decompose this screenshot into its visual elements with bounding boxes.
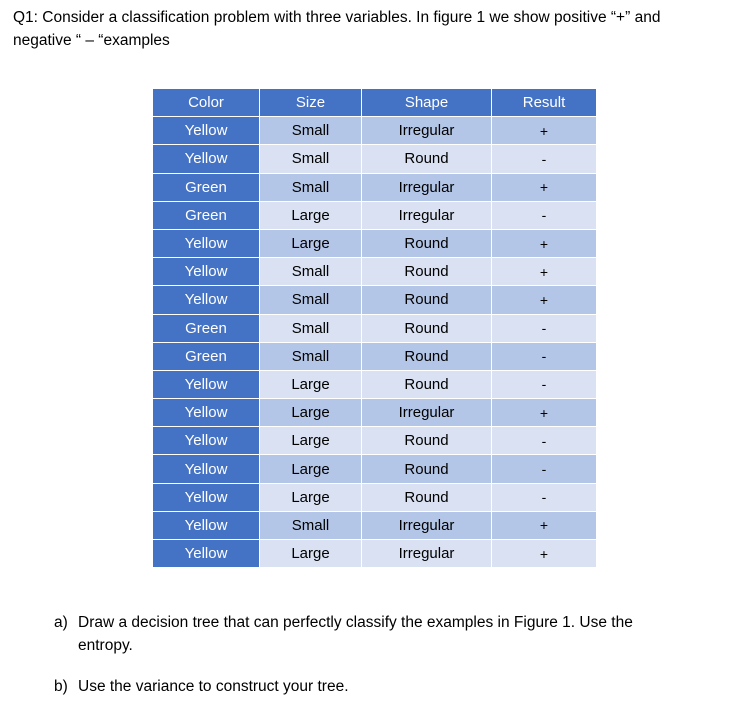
cell-color: Yellow <box>153 230 260 258</box>
cell-color: Green <box>153 174 260 202</box>
cell-result: - <box>492 315 596 343</box>
table-header-row <box>153 89 596 117</box>
table-row <box>153 145 596 173</box>
cell-color: Yellow <box>153 540 260 568</box>
cell-shape: Irregular <box>362 117 492 145</box>
cell-shape: Round <box>362 315 492 343</box>
cell-color: Green <box>153 315 260 343</box>
cell-color: Yellow <box>153 399 260 427</box>
cell-shape: Round <box>362 371 492 399</box>
cell-result: - <box>492 427 596 455</box>
cell-size: Small <box>260 145 362 173</box>
cell-shape: Irregular <box>362 174 492 202</box>
cell-shape: Irregular <box>362 202 492 230</box>
cell-result: - <box>492 371 596 399</box>
cell-result: + <box>492 117 596 145</box>
cell-size: Large <box>260 455 362 483</box>
cell-shape: Round <box>362 286 492 314</box>
cell-color: Green <box>153 343 260 371</box>
cell-color: Yellow <box>153 117 260 145</box>
cell-size: Small <box>260 258 362 286</box>
cell-shape: Round <box>362 343 492 371</box>
cell-color: Yellow <box>153 455 260 483</box>
header-result: Result <box>492 89 596 117</box>
table-row <box>153 258 596 286</box>
table-row <box>153 230 596 258</box>
cell-result: + <box>492 286 596 314</box>
cell-shape: Round <box>362 455 492 483</box>
cell-result: + <box>492 540 596 568</box>
task-b <box>54 675 704 698</box>
cell-result: + <box>492 258 596 286</box>
cell-size: Large <box>260 399 362 427</box>
table-row <box>153 315 596 343</box>
cell-size: Large <box>260 371 362 399</box>
cell-shape: Round <box>362 230 492 258</box>
cell-shape: Round <box>362 427 492 455</box>
cell-result: + <box>492 230 596 258</box>
task-a-line-1: Draw a decision tree that can perfectly classify the examples in Figure 1. Use the <box>78 614 633 631</box>
table-row <box>153 540 596 568</box>
table-row <box>153 174 596 202</box>
question-line-2: negative “ – “examples <box>13 32 170 49</box>
cell-result: + <box>492 399 596 427</box>
cell-color: Yellow <box>153 427 260 455</box>
table-row <box>153 371 596 399</box>
cell-color: Yellow <box>153 484 260 512</box>
cell-size: Large <box>260 427 362 455</box>
header-size: Size <box>260 89 362 117</box>
cell-shape: Round <box>362 258 492 286</box>
cell-size: Small <box>260 286 362 314</box>
question-text <box>13 6 743 52</box>
cell-color: Green <box>153 202 260 230</box>
task-b-letter: b) <box>54 678 68 695</box>
table-row <box>153 455 596 483</box>
table-row <box>153 484 596 512</box>
header-shape: Shape <box>362 89 492 117</box>
cell-shape: Irregular <box>362 540 492 568</box>
cell-size: Small <box>260 512 362 540</box>
cell-result: + <box>492 174 596 202</box>
cell-color: Yellow <box>153 371 260 399</box>
task-a-line-2: entropy. <box>78 637 133 654</box>
cell-color: Yellow <box>153 145 260 173</box>
table-row <box>153 343 596 371</box>
cell-size: Small <box>260 174 362 202</box>
table-row <box>153 399 596 427</box>
cell-result: - <box>492 455 596 483</box>
cell-color: Yellow <box>153 512 260 540</box>
table-row <box>153 286 596 314</box>
cell-shape: Round <box>362 145 492 173</box>
examples-table <box>153 89 596 568</box>
task-b-text: Use the variance to construct your tree. <box>78 678 349 695</box>
cell-result: - <box>492 202 596 230</box>
task-a-letter: a) <box>54 614 68 631</box>
cell-size: Small <box>260 343 362 371</box>
cell-size: Large <box>260 484 362 512</box>
cell-result: + <box>492 512 596 540</box>
cell-result: - <box>492 343 596 371</box>
cell-result: - <box>492 484 596 512</box>
task-a <box>54 611 704 657</box>
cell-size: Large <box>260 540 362 568</box>
header-color: Color <box>153 89 260 117</box>
table-row <box>153 427 596 455</box>
cell-color: Yellow <box>153 286 260 314</box>
cell-size: Small <box>260 315 362 343</box>
table-body <box>153 117 596 568</box>
table-row <box>153 202 596 230</box>
cell-size: Small <box>260 117 362 145</box>
cell-shape: Round <box>362 484 492 512</box>
question-line-1: Q1: Consider a classification problem with three variables. In figure 1 we show positive “+” and <box>13 9 661 26</box>
table-row <box>153 117 596 145</box>
cell-result: - <box>492 145 596 173</box>
cell-shape: Irregular <box>362 512 492 540</box>
cell-size: Large <box>260 202 362 230</box>
cell-color: Yellow <box>153 258 260 286</box>
cell-shape: Irregular <box>362 399 492 427</box>
table-row <box>153 512 596 540</box>
cell-size: Large <box>260 230 362 258</box>
